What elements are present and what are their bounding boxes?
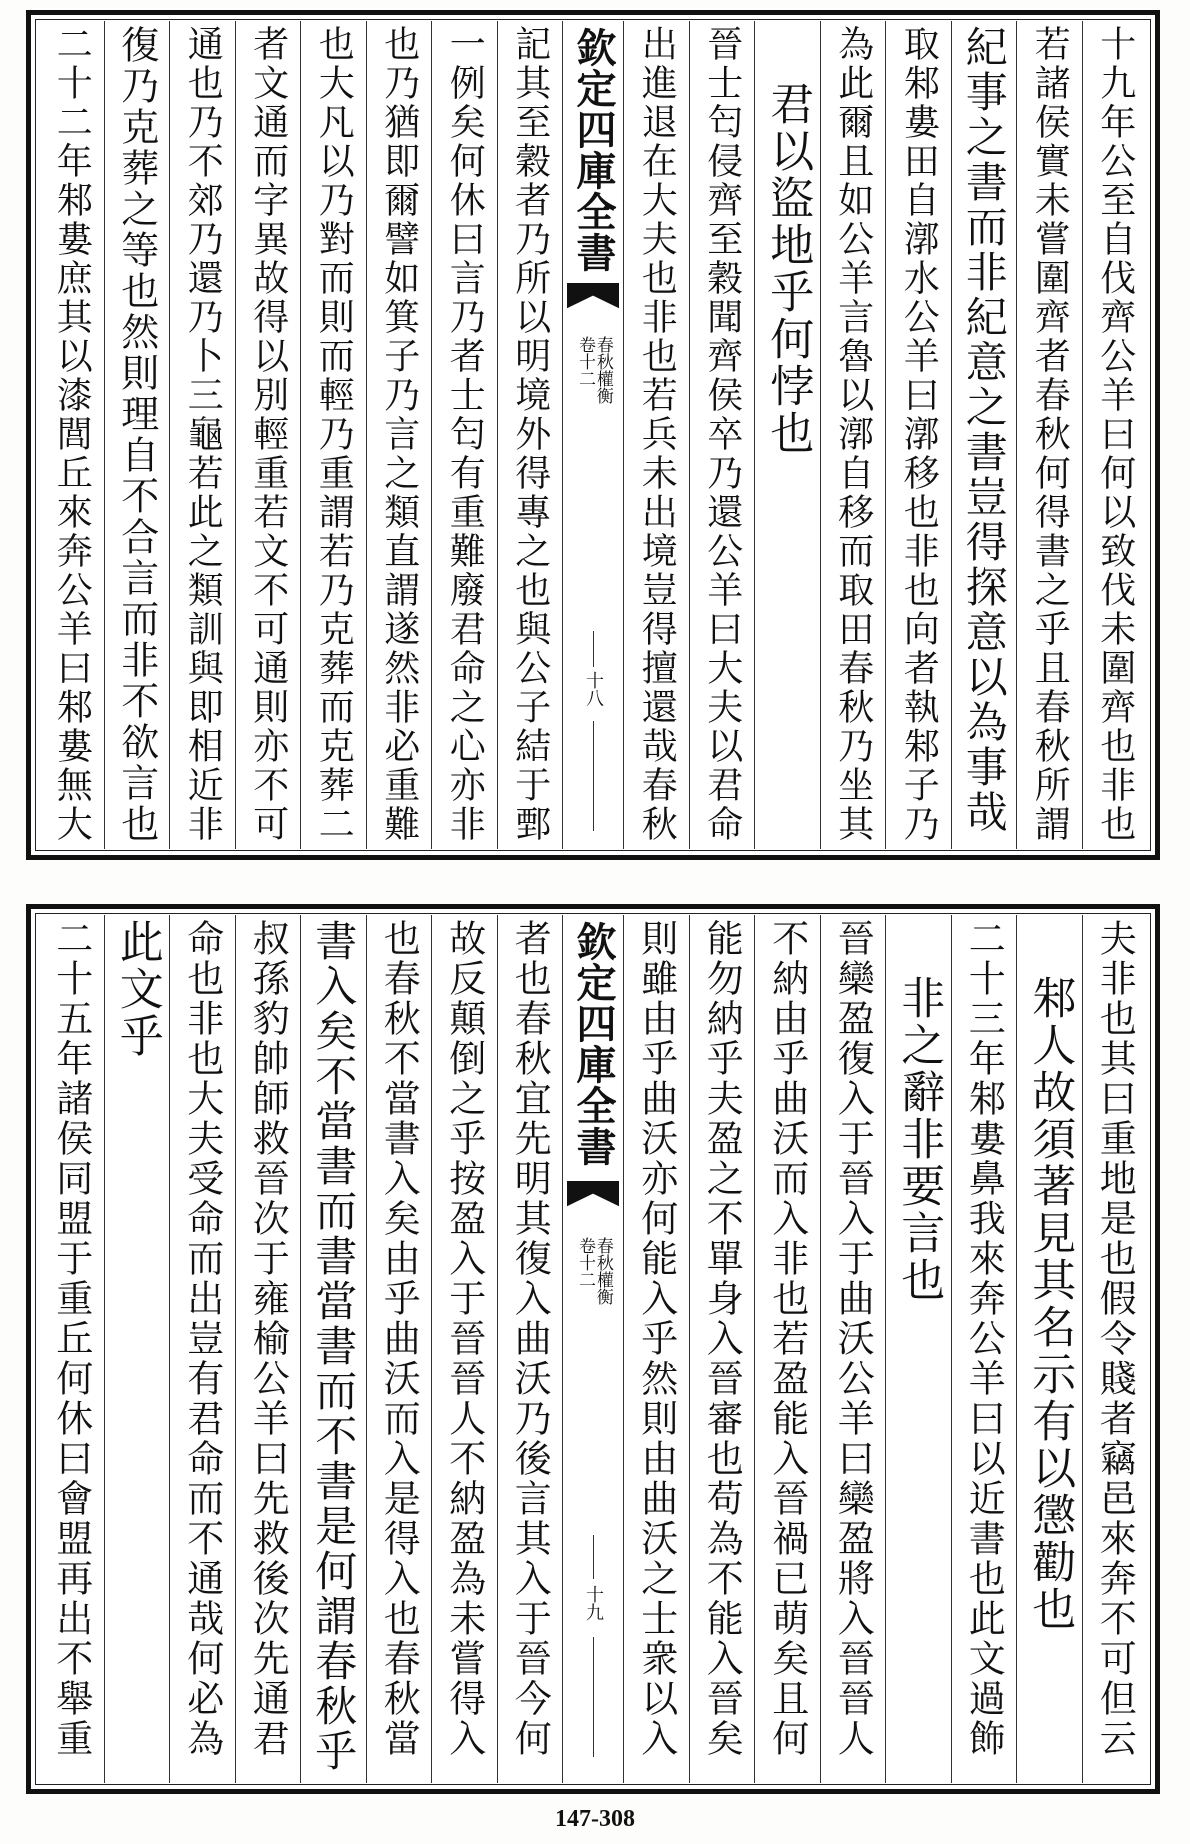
text-column: 紀事之書而非紀意之書豈得探意以為事哉 [951, 21, 1017, 849]
center-gutter [562, 915, 623, 1783]
text-column: 晉欒盈復入于晉入于曲沃公羊曰欒盈將入晉晉人 [820, 915, 886, 1783]
text-column: 不納由乎曲沃而入非也若盈能入晉禍已萌矣且何 [754, 915, 820, 1783]
volume-label: 春秋權衡 卷十二 [575, 336, 613, 404]
page-bottom-columns [39, 915, 1147, 1783]
text-column: 一例矣何休曰言乃者士匄有重難廢君命之心亦非 [431, 21, 497, 849]
text-column: 叔孫豹帥師救晉次于雍榆公羊曰先救後次先通君 [235, 915, 301, 1783]
text-column: 君以盜地乎何悖也 [754, 21, 820, 849]
text-column: 二十二年邾婁庶其以漆閭丘來奔公羊曰邾婁無大 [51, 25, 93, 844]
text-column: 邾人故須著見其名示有以懲勸也 [1016, 915, 1082, 1783]
text-column: 十九年公至自伐齊公羊曰何以致伐未圍齊也非也 [1082, 21, 1148, 849]
text-column: 非之辭非要言也 [885, 915, 951, 1783]
fish-tail-mark-icon [567, 1181, 619, 1217]
text-column: 者文通而字異故得以別輕重若文不可通則亦不可 [235, 21, 301, 849]
text-column: 者也春秋宜先明其復入曲沃乃後言其入于晉今何 [497, 915, 563, 1783]
text-column: 出進退在大夫也非也若兵未出境豈得擅還哉春秋 [623, 21, 689, 849]
text-column: 夫非也其曰重地是也假令賤者竊邑來奔不可但云 [1082, 915, 1148, 1783]
text-column: 也春秋不當書入矣由乎曲沃而入是得入也春秋當 [366, 915, 432, 1783]
text-column: 二十三年邾婁鼻我來奔公羊曰以近書也此文過飾 [951, 915, 1017, 1783]
folio-number: 十九 [583, 1585, 604, 1621]
gutter-line [593, 721, 594, 831]
gutter-line [593, 631, 594, 667]
book-title: 欽定四庫全書 [570, 27, 617, 273]
gutter-line [593, 1535, 594, 1579]
text-column: 命也非也大夫受命而出豈有君命而不通哉何必為 [169, 915, 235, 1783]
page-bottom [26, 904, 1160, 1794]
text-column: 書入矣不當書而書當書而不書是何謂春秋乎 [300, 915, 366, 1783]
book-title: 欽定四庫全書 [570, 921, 617, 1167]
gutter-line [593, 1637, 594, 1757]
text-column: 則雖由乎曲沃亦何能入乎然則由曲沃之士衆以入 [623, 915, 689, 1783]
text-column: 此文乎 [104, 915, 170, 1783]
text-column: 也大凡以乃對而則而輕乃重謂若乃克葬而克葬二 [300, 21, 366, 849]
page-number: 147-308 [555, 1806, 635, 1832]
center-gutter [562, 21, 623, 849]
page-top-columns [39, 21, 1147, 849]
text-column: 能勿納乎夫盈之不單身入晉審也苟為不能入晉矣 [689, 915, 755, 1783]
text-column: 記其至穀者乃所以明境外得專之也與公子結于鄄 [497, 21, 563, 849]
text-column: 為此爾且如公羊言魯以漷自移而取田春秋乃坐其 [820, 21, 886, 849]
text-column: 若諸侯實未嘗圍齊者春秋何得書之乎且春秋所謂 [1016, 21, 1082, 849]
fish-tail-mark-icon [567, 283, 619, 319]
text-column: 二十五年諸侯同盟于重丘何休曰會盟再出不舉重 [49, 919, 93, 1759]
text-column: 通也乃不郊乃還乃卜三龜若此之類訓與即相近非 [169, 21, 235, 849]
text-column: 取邾婁田自漷水公羊曰漷移也非也向者執邾子乃 [885, 21, 951, 849]
text-column: 也乃猶即爾譬如箕子乃言之類直謂遂然非必重難 [366, 21, 432, 849]
page-top [26, 10, 1160, 860]
text-column: 故反顛倒之乎按盈入于晉晉人不納盈為未嘗得入 [431, 915, 497, 1783]
folio-number: 十八 [583, 671, 604, 707]
text-column: 復乃克葬之等也然則理自不合言而非不欲言也 [104, 21, 170, 849]
text-column: 晉士匄侵齊至穀聞齊侯卒乃還公羊曰大夫以君命 [689, 21, 755, 849]
volume-label: 春秋權衡 卷十二 [575, 1237, 613, 1305]
